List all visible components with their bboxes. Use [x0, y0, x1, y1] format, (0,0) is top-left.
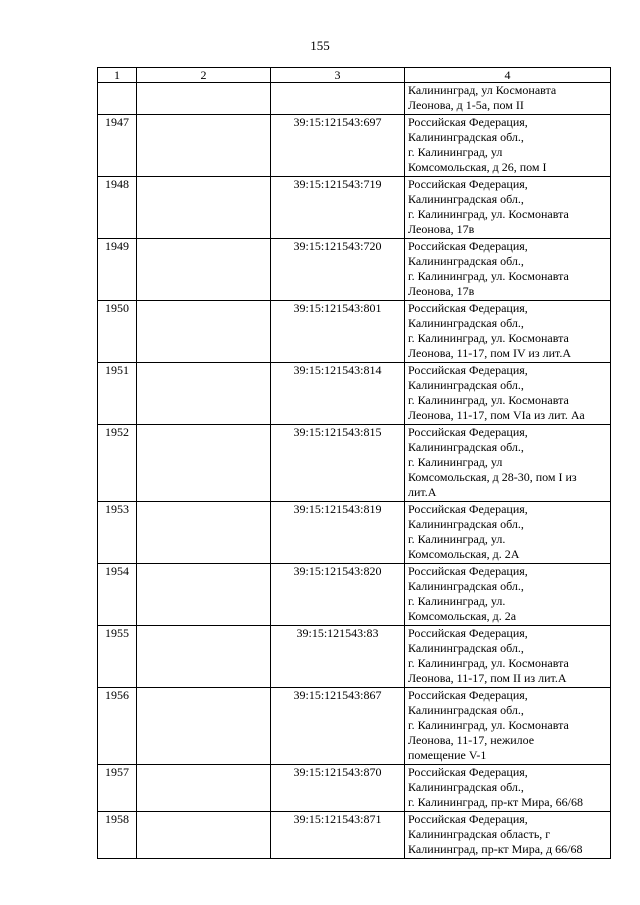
empty-cell: [137, 425, 271, 502]
empty-cell: [137, 502, 271, 564]
table-row: [98, 564, 611, 626]
address-cell: Российская Федерация, Калининградская обл., г. Калининград, пр-кт Мира, 66/68: [405, 765, 611, 812]
address-cell: Калининград, ул Космонавта Леонова, д 1-5а, пом II: [405, 83, 611, 115]
address-cell: Российская Федерация, Калининградская обл., г. Калининград, ул. Космонавта Леонова, 11-17, пом IV из лит.А: [405, 301, 611, 363]
cadastral-number-cell: [271, 83, 405, 115]
table-row: [98, 626, 611, 688]
empty-cell: [137, 239, 271, 301]
cadastral-number-cell: 39:15:121543:819: [271, 502, 405, 564]
cadastral-number-cell: 39:15:121543:820: [271, 564, 405, 626]
row-number-cell: 1951: [98, 363, 137, 425]
table-row: [98, 502, 611, 564]
table-row: [98, 115, 611, 177]
address-cell: Российская Федерация, Калининградская обл., г. Калининград, ул Комсомольская, д 26, пом I: [405, 115, 611, 177]
address-cell: Российская Федерация, Калининградская обл., г. Калининград, ул. Космонавта Леонова, 11-17, пом VIa из лит. Аа: [405, 363, 611, 425]
header-row: [98, 68, 611, 83]
empty-cell: [137, 812, 271, 859]
cadastral-number-cell: 39:15:121543:83: [271, 626, 405, 688]
cadastral-number-cell: 39:15:121543:867: [271, 688, 405, 765]
address-cell: Российская Федерация, Калининградская обл., г. Калининград, ул. Космонавта Леонова, 17в: [405, 177, 611, 239]
row-number-cell: 1948: [98, 177, 137, 239]
empty-cell: [137, 301, 271, 363]
address-cell: Российская Федерация, Калининградская обл., г. Калининград, ул. Космонавта Леонова, 17в: [405, 239, 611, 301]
address-cell: Российская Федерация, Калининградская обл., г. Калининград, ул Комсомольская, д 28-30, пом I из лит.А: [405, 425, 611, 502]
cadastral-number-cell: 39:15:121543:814: [271, 363, 405, 425]
empty-cell: [137, 688, 271, 765]
row-number-cell: 1954: [98, 564, 137, 626]
row-number-cell: 1953: [98, 502, 137, 564]
cadastral-number-cell: 39:15:121543:815: [271, 425, 405, 502]
empty-cell: [137, 363, 271, 425]
address-cell: Российская Федерация, Калининградская обл., г. Калининград, ул. Космонавта Леонова, 11-17, пом II из лит.А: [405, 626, 611, 688]
empty-cell: [137, 177, 271, 239]
empty-cell: [137, 765, 271, 812]
cadastral-number-cell: 39:15:121543:719: [271, 177, 405, 239]
row-number-cell: [98, 83, 137, 115]
table-row: [98, 812, 611, 859]
row-number-cell: 1950: [98, 301, 137, 363]
table-row: [98, 177, 611, 239]
column-header-3: 3: [271, 68, 405, 83]
cadastral-number-cell: 39:15:121543:871: [271, 812, 405, 859]
cadastral-number-cell: 39:15:121543:697: [271, 115, 405, 177]
address-cell: Российская Федерация, Калининградская обл., г. Калининград, ул. Комсомольская, д. 2а: [405, 564, 611, 626]
row-number-cell: 1956: [98, 688, 137, 765]
address-cell: Российская Федерация, Калининградская обл., г. Калининград, ул. Комсомольская, д. 2А: [405, 502, 611, 564]
cadastral-number-cell: 39:15:121543:870: [271, 765, 405, 812]
table-header: [98, 68, 611, 83]
row-number-cell: 1958: [98, 812, 137, 859]
address-cell: Российская Федерация, Калининградская область, г Калининград, пр-кт Мира, д 66/68: [405, 812, 611, 859]
table-body: [98, 83, 611, 859]
table-row: [98, 363, 611, 425]
table-row: [98, 765, 611, 812]
address-cell: Российская Федерация, Калининградская обл., г. Калининград, ул. Космонавта Леонова, 11-17, нежилое помещение V-1: [405, 688, 611, 765]
row-number-cell: 1949: [98, 239, 137, 301]
row-number-cell: 1947: [98, 115, 137, 177]
empty-cell: [137, 626, 271, 688]
column-header-4: 4: [405, 68, 611, 83]
page-number: 155: [310, 38, 330, 53]
table-row: [98, 688, 611, 765]
row-number-cell: 1957: [98, 765, 137, 812]
empty-cell: [137, 115, 271, 177]
table-row: [98, 425, 611, 502]
column-header-1: 1: [98, 68, 137, 83]
empty-cell: [137, 564, 271, 626]
property-registry-table: [97, 67, 611, 859]
cadastral-number-cell: 39:15:121543:801: [271, 301, 405, 363]
table-row: [98, 83, 611, 115]
table-row: [98, 239, 611, 301]
cadastral-number-cell: 39:15:121543:720: [271, 239, 405, 301]
empty-cell: [137, 83, 271, 115]
row-number-cell: 1955: [98, 626, 137, 688]
column-header-2: 2: [137, 68, 271, 83]
row-number-cell: 1952: [98, 425, 137, 502]
table-row: [98, 301, 611, 363]
